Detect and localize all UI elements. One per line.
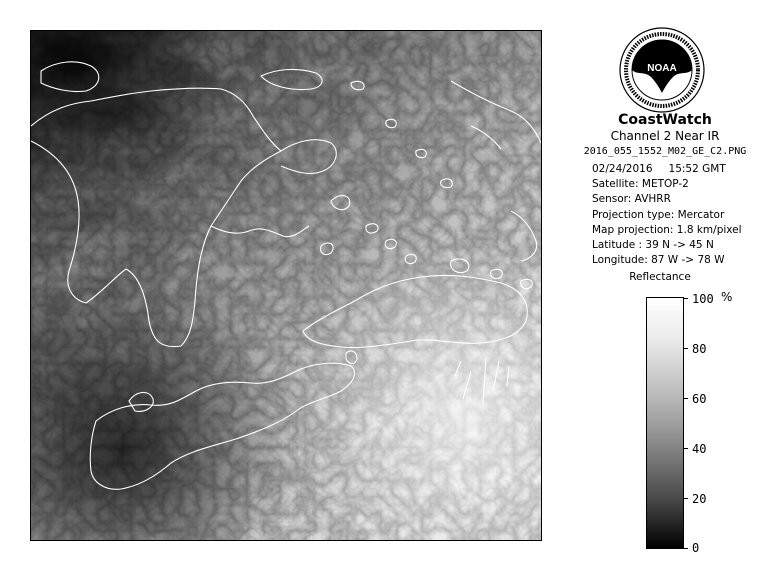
noaa-logo [619, 27, 705, 113]
colorbar-unit: % [721, 290, 733, 304]
colorbar-tick [684, 548, 688, 549]
colorbar-tick [684, 398, 688, 399]
metadata-panel [592, 162, 742, 268]
colorbar-tick-label: 40 [692, 442, 707, 456]
colorbar-tick-label: 100 [692, 292, 714, 306]
acquisition-date: 02/24/2016 [592, 163, 653, 175]
product-channel: Channel 2 Near IR [610, 129, 720, 143]
map-projection: Map projection: 1.8 km/pixel [592, 223, 742, 236]
product-title: CoastWatch [618, 112, 712, 128]
longitude-range: Longitude: 87 W -> 78 W [592, 254, 725, 267]
acquisition-time: 15:52 GMT [668, 163, 726, 175]
satellite-image [30, 30, 542, 541]
sensor-name: Sensor: AVHRR [592, 193, 671, 206]
latitude-range: Latitude : 39 N -> 45 N [592, 239, 714, 252]
product-filename: 2016_055_1552_M02_GE_C2.PNG [583, 146, 747, 157]
noaa-logo-text: NOAA [647, 63, 677, 74]
colorbar-tick [684, 348, 688, 349]
colorbar-tick [684, 448, 688, 449]
acquisition-datetime [592, 162, 742, 177]
colorbar-tick-label: 0 [692, 541, 700, 555]
colorbar-tick [684, 298, 688, 299]
colorbar-tick-label: 20 [692, 492, 707, 506]
colorbar-tick [684, 498, 688, 499]
colorbar-tick-label: 80 [692, 342, 707, 356]
colorbar-label: Reflectance [629, 271, 691, 283]
projection-type: Projection type: Mercator [592, 208, 725, 221]
colorbar-tick-label: 60 [692, 392, 707, 406]
reflectance-colorbar [646, 297, 684, 549]
satellite-name: Satellite: METOP-2 [592, 178, 689, 191]
